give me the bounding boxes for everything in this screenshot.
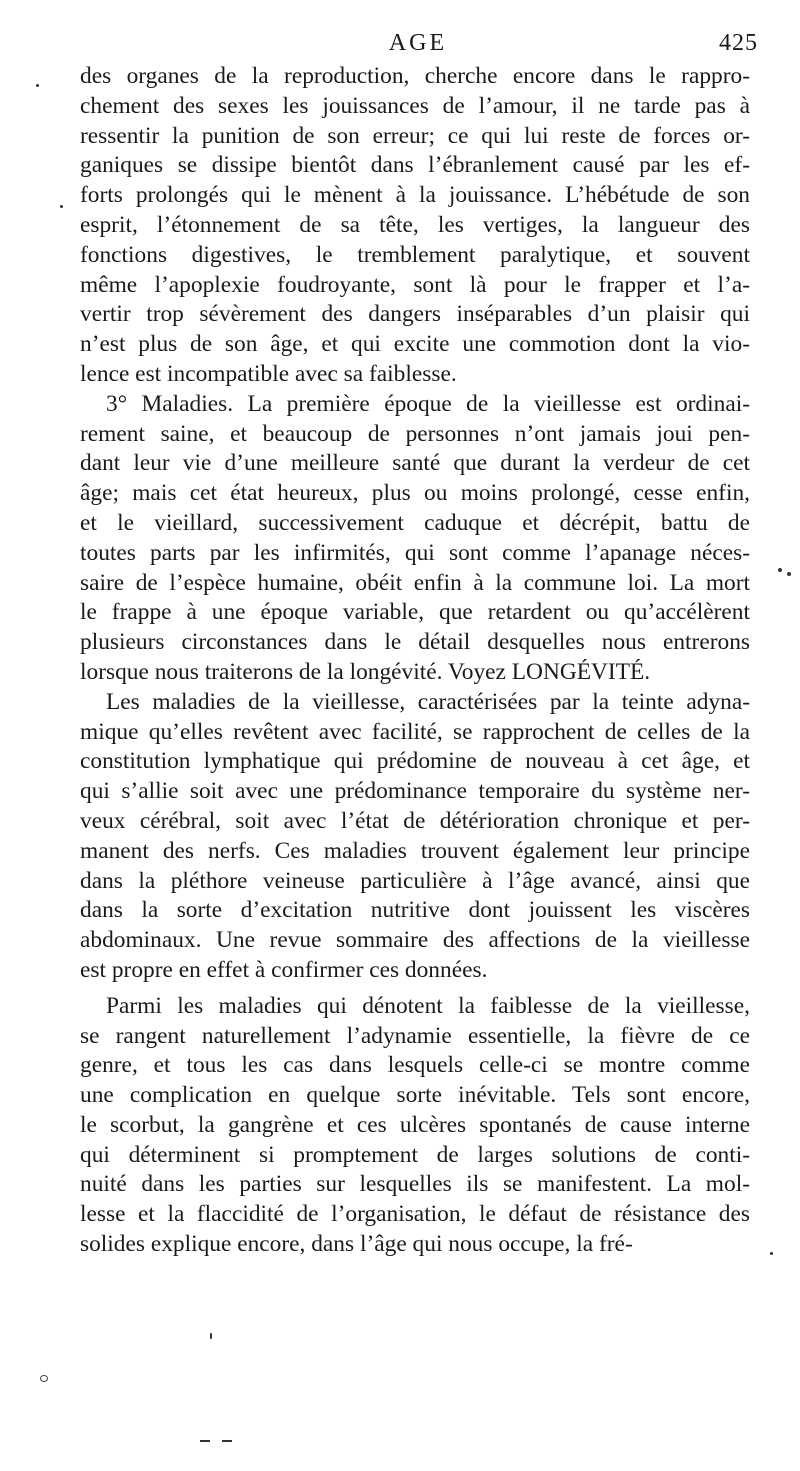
text-line: nuité dans les parties sur lesquelles ils se manifestent. La mol- <box>80 1171 750 1198</box>
text-line: dant leur vie d’une meilleure santé que durant la verdeur de cet <box>80 450 750 477</box>
text-line: n’est plus de son âge, et qui excite une commotion dont la vio- <box>80 331 750 358</box>
paragraph-3 <box>80 688 750 986</box>
text-line: lesse et la flaccidité de l’organisation, le défaut de résistance des <box>80 1201 750 1228</box>
text-line: ressentir la punition de son erreur; ce qui lui reste de forces or- <box>80 122 750 149</box>
ink-speck <box>770 1252 773 1255</box>
text-line: genre, et tous les cas dans lesquels celle-ci se montre comme <box>80 1052 750 1079</box>
ink-speck <box>210 1333 212 1339</box>
running-head <box>78 30 758 62</box>
ink-speck <box>200 1440 210 1442</box>
text-line: qui s’allie soit avec une prédominance temporaire du système ner- <box>80 778 750 805</box>
text-line: manent des nerfs. Ces maladies trouvent également leur principe <box>80 837 750 864</box>
paragraph-1 <box>80 62 750 390</box>
ink-speck <box>40 1375 48 1382</box>
text-line: plusieurs circonstances dans le détail desquelles nous entrerons <box>80 629 750 656</box>
text-line: mique qu’elles revêtent avec facilité, se rapprochent de celles de la <box>80 718 750 745</box>
text-line: dans la pléthore veineuse particulière à l’âge avancé, ainsi que <box>80 867 750 894</box>
text-line: ganiques se dissipe bientôt dans l’ébranlement causé par les ef- <box>80 152 750 179</box>
text-line: rement saine, et beaucoup de personnes n’ont jamais joui pen- <box>80 420 750 447</box>
text-line: qui déterminent si promptement de larges solutions de conti- <box>80 1141 750 1168</box>
text-line: toutes parts par les infirmités, qui sont comme l’apanage néces- <box>80 539 750 566</box>
ink-speck <box>222 1440 232 1442</box>
text-line: se rangent naturellement l’adynamie essentielle, la fièvre de ce <box>80 1022 750 1049</box>
paragraph-2 <box>80 390 750 688</box>
text-line: solides explique encore, dans l’âge qui nous occupe, la fré- <box>80 1231 633 1258</box>
text-line: dans la sorte d’excitation nutritive dont jouissent les viscères <box>80 897 750 924</box>
text-line: le scorbut, la gangrène et ces ulcères spontanés de cause interne <box>80 1111 750 1138</box>
text-line: des organes de la reproduction, cherche encore dans le rappro- <box>80 63 750 89</box>
text-line: vertir trop sévèrement des dangers inséparables d’un plaisir qui <box>80 301 750 328</box>
text-line: lence est incompatible avec sa faiblesse. <box>80 360 457 387</box>
text-line: forts prolongés qui le mènent à la jouissance. L’hébétude de son <box>80 182 750 209</box>
text-line: chement des sexes les jouissances de l’amour, il ne tarde pas à <box>80 92 750 119</box>
text-line: esprit, l’étonnement de sa tête, les vertiges, la langueur des <box>80 211 750 238</box>
text-line: Les maladies de la vieillesse, caractérisées par la teinte adyna- <box>106 688 750 715</box>
text-line: et le vieillard, successivement caduque et décrépit, battu de <box>80 509 750 536</box>
text-line: une complication en quelque sorte inévitable. Tels sont encore, <box>80 1082 750 1109</box>
ink-speck <box>60 205 63 208</box>
text-line: Parmi les maladies qui dénotent la faiblesse de la vieillesse, <box>106 992 750 1019</box>
text-line: fonctions digestives, le tremblement paralytique, et souvent <box>80 241 750 268</box>
text-line: 3° Maladies. La première époque de la vieillesse est ordinai- <box>106 390 750 417</box>
running-title: AGE <box>388 30 448 56</box>
text-line: veux cérébral, soit avec l’état de détérioration chronique et per- <box>80 807 750 834</box>
body-text <box>80 62 750 1260</box>
text-line: âge; mais cet état heureux, plus ou moins prolongé, cesse enfin, <box>80 480 750 507</box>
paragraph-4 <box>80 992 750 1260</box>
text-line: saire de l’espèce humaine, obéit enfin à la commune loi. La mort <box>80 569 750 596</box>
text-line: constitution lymphatique qui prédomine de nouveau à cet âge, et <box>80 748 750 775</box>
page-number: 425 <box>719 30 758 56</box>
text-line: le frappe à une époque variable, que retardent ou qu’accélèrent <box>80 599 750 626</box>
ink-speck <box>36 84 39 87</box>
ink-speck <box>787 572 791 576</box>
ink-speck <box>778 568 782 572</box>
text-line: abdominaux. Une revue sommaire des affections de la vieillesse <box>80 927 750 954</box>
text-line: lorsque nous traiterons de la longévité. Voyez LONGÉVITÉ. <box>80 658 651 685</box>
text-line: est propre en effet à confirmer ces données. <box>80 956 488 983</box>
text-line: même l’apoplexie foudroyante, sont là pour le frapper et l’a- <box>80 271 750 298</box>
